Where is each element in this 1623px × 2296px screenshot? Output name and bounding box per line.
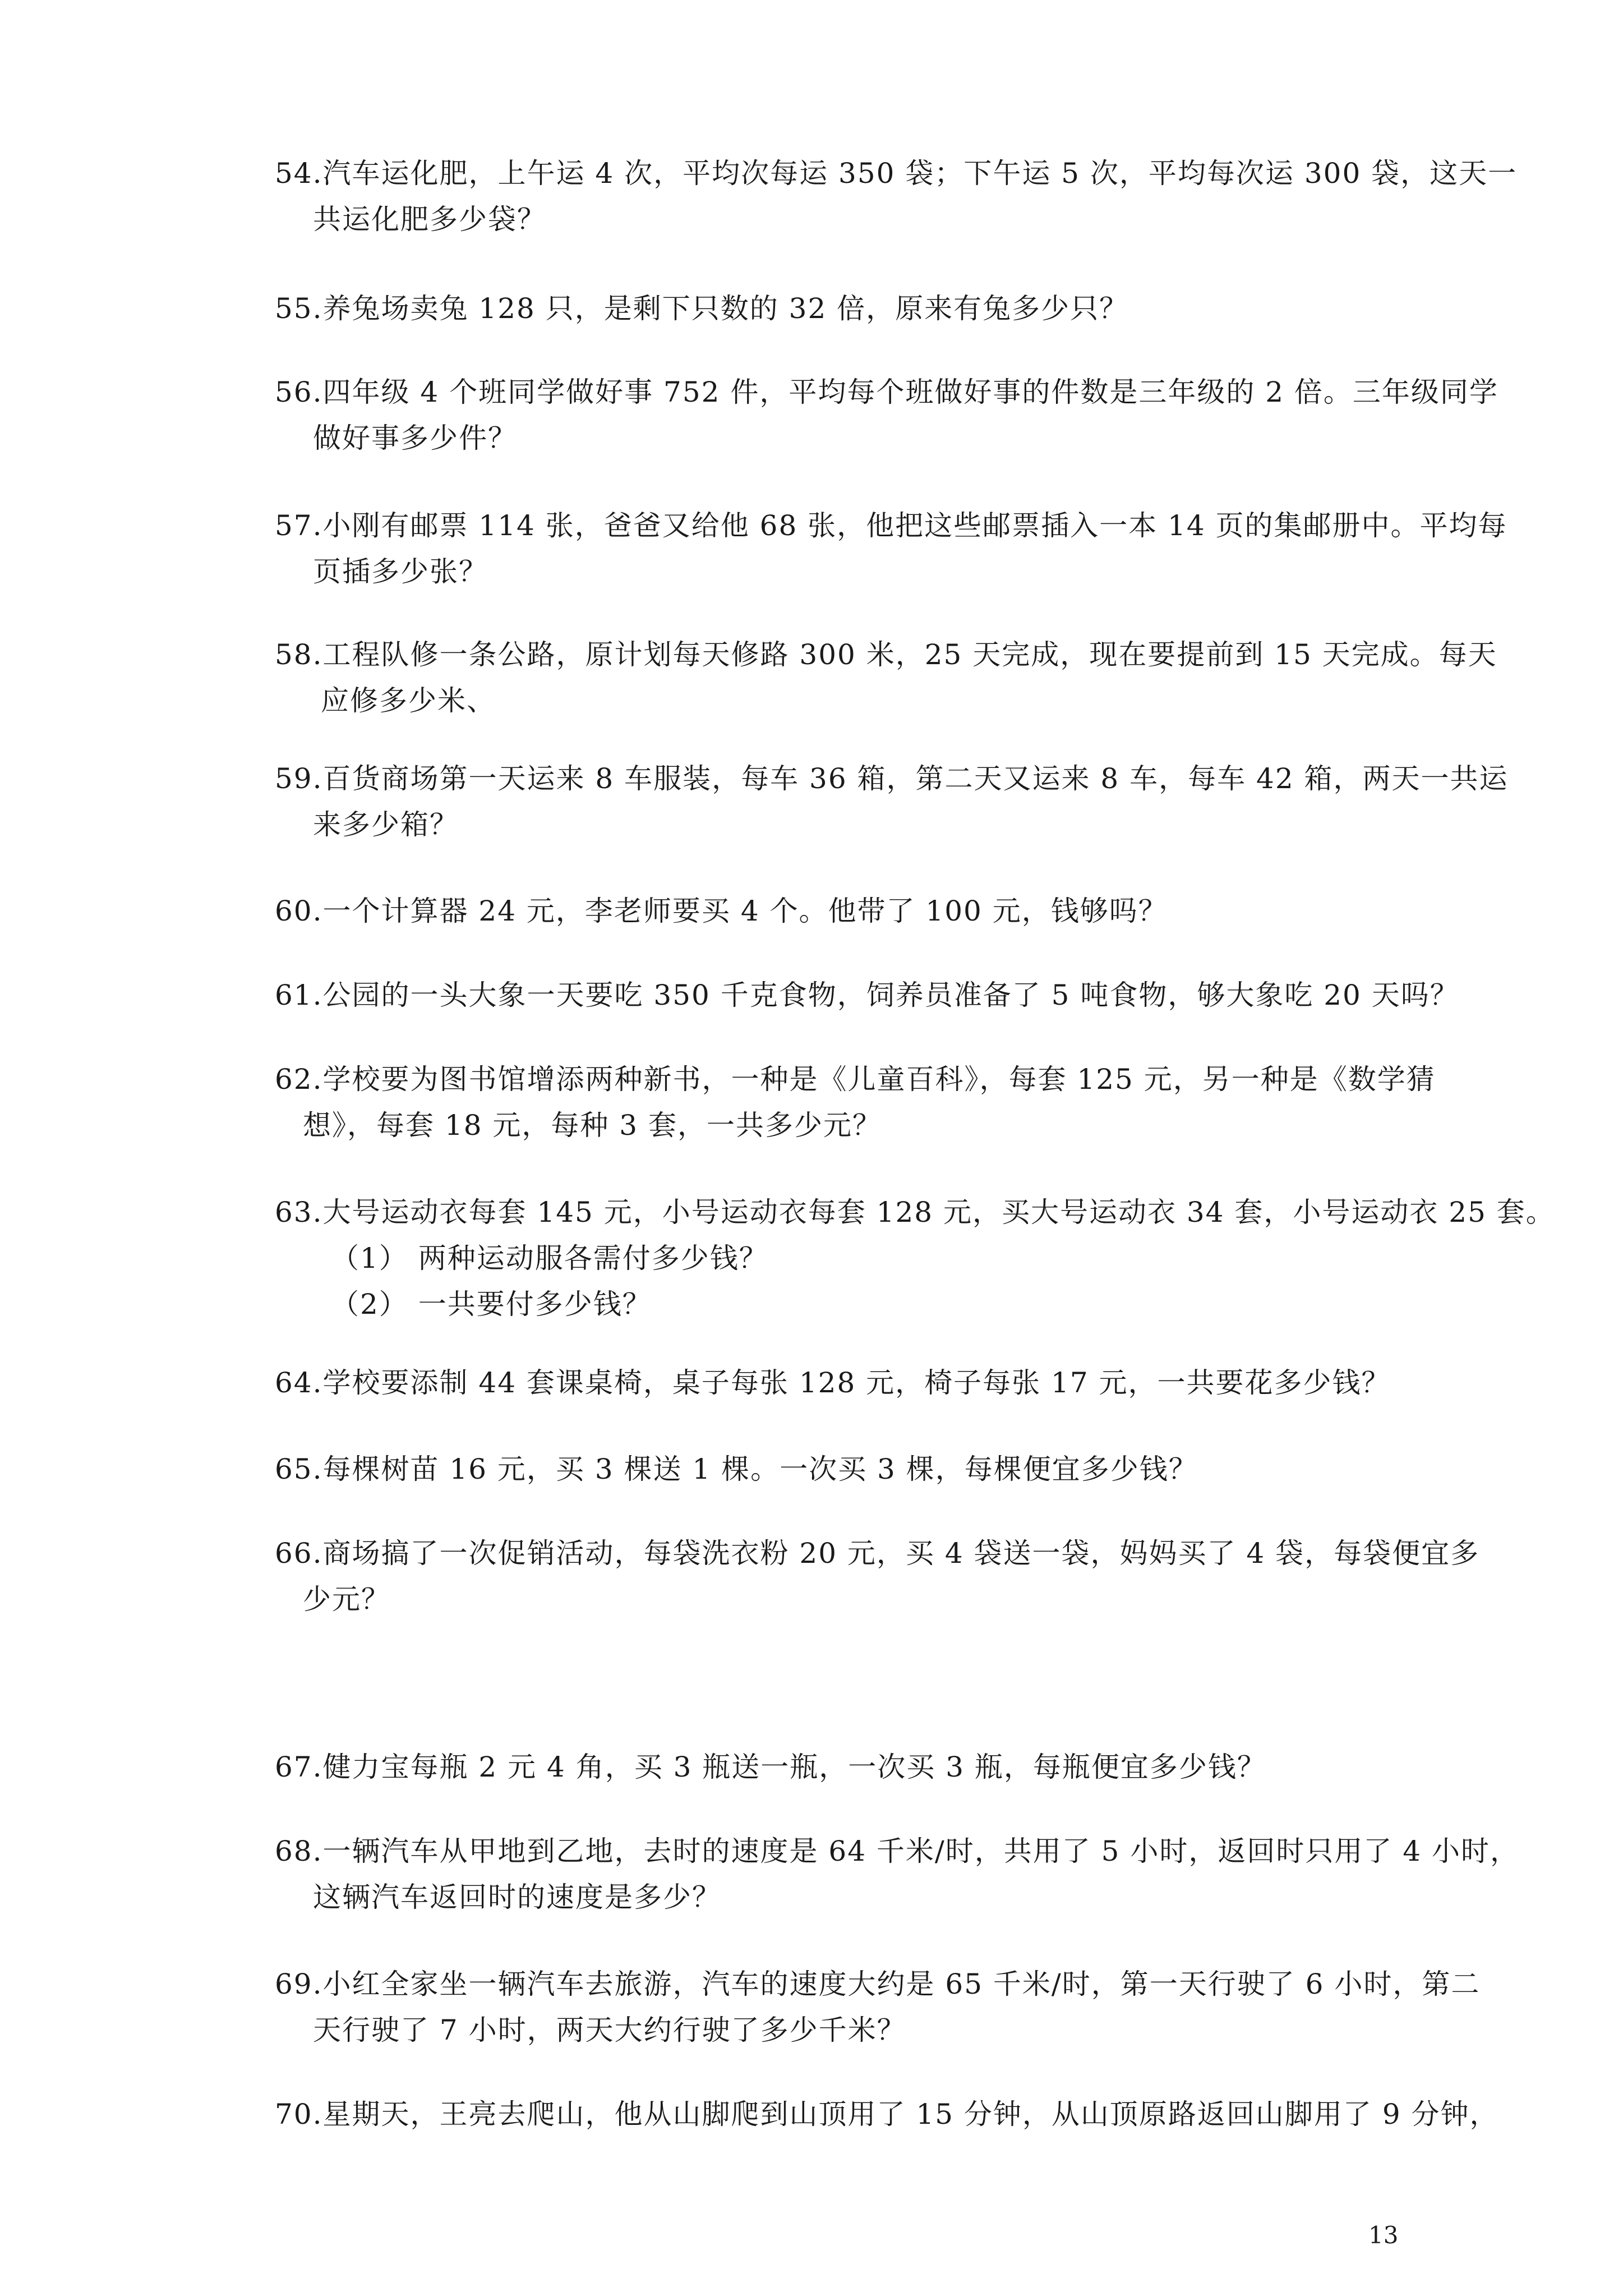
- question-56: [275, 369, 1498, 461]
- question-66: [275, 1530, 1480, 1622]
- question-57: [275, 503, 1507, 595]
- question-61: [275, 972, 1459, 1018]
- question-59: [275, 756, 1509, 848]
- question-line: 来多少箱？: [313, 808, 459, 841]
- question-65: [275, 1446, 1413, 1492]
- question-line: 62.学校要为图书馆增添两种新书，一种是《儿童百科》，每套 125 元，另一种是《数学猜: [275, 1063, 1436, 1096]
- question-55: [275, 286, 1413, 332]
- page-number: 13: [1368, 2221, 1399, 2249]
- question-line: 65.每棵树苗 16 元，买 3 棵送 1 棵。一次买 3 棵，每棵便宜多少钱？: [275, 1453, 1198, 1485]
- question-line: 64.学校要添制 44 套课桌椅，桌子每张 128 元，椅子每张 17 元，一共要花多少钱？: [275, 1366, 1391, 1399]
- question-line: 55.养兔场卖兔 128 只，是剩下只数的 32 倍，原来有兔多少只？: [275, 292, 1129, 325]
- question-line: 63.大号运动衣每套 145 元，小号运动衣每套 128 元，买大号运动衣 34 套，小号运动衣 25 套。: [275, 1196, 1555, 1228]
- question-subitem: （1） 两种运动服各需付多少钱？: [331, 1242, 768, 1274]
- question-line: 做好事多少件？: [313, 422, 517, 454]
- question-line: 70.星期天，王亮去爬山，他从山脚爬到山顶用了 15 分钟，从山顶原路返回山脚用了 9 分钟，: [275, 2098, 1499, 2131]
- question-58: [275, 632, 1497, 724]
- question-70: [275, 2091, 1499, 2137]
- question-69: [275, 1961, 1481, 2053]
- question-line: 页插多少张？: [313, 555, 488, 588]
- question-line: 共运化肥多少袋？: [313, 203, 546, 236]
- question-63: [275, 1189, 1555, 1327]
- question-line: 56.四年级 4 个班同学做好事 752 件，平均每个班做好事的件数是三年级的 2 倍。三年级同学: [275, 376, 1498, 408]
- question-line: 66.商场搞了一次促销活动，每袋洗衣粉 20 元，买 4 袋送一袋，妈妈买了 4 袋，每袋便宜多: [275, 1537, 1480, 1570]
- question-line: 应修多少米、: [321, 684, 496, 717]
- question-68: [275, 1828, 1519, 1920]
- question-line: 这辆汽车返回时的速度是多少？: [313, 1881, 721, 1913]
- question-line: 59.百货商场第一天运来 8 车服装，每车 36 箱，第二天又运来 8 车，每车 42 箱，两天一共运: [275, 762, 1509, 795]
- question-line: 61.公园的一头大象一天要吃 350 千克食物，饲养员准备了 5 吨食物，够大象吃 20 天吗？: [275, 979, 1459, 1011]
- question-60: [275, 888, 1413, 934]
- question-line: 60.一个计算器 24 元，李老师要买 4 个。他带了 100 元，钱够吗？: [275, 895, 1168, 927]
- question-subitem: （2） 一共要付多少钱？: [331, 1288, 652, 1320]
- question-line: 58.工程队修一条公路，原计划每天修路 300 米，25 天完成，现在要提前到 15 天完成。每天: [275, 638, 1497, 671]
- question-line: 69.小红全家坐一辆汽车去旅游，汽车的速度大约是 65 千米/时，第一天行驶了 6 小时，第二: [275, 1968, 1481, 2000]
- question-line: 少元？: [303, 1583, 390, 1616]
- question-54: [275, 150, 1518, 242]
- question-line: 68.一辆汽车从甲地到乙地，去时的速度是 64 千米/时，共用了 5 小时，返回时只用了 4 小时，: [275, 1835, 1519, 1867]
- question-line: 想》，每套 18 元，每种 3 套，一共多少元？: [303, 1109, 882, 1142]
- question-line: 57.小刚有邮票 114 张，爸爸又给他 68 张，他把这些邮票插入一本 14 页的集邮册中。平均每: [275, 509, 1507, 542]
- question-67: [275, 1744, 1413, 1790]
- question-64: [275, 1360, 1413, 1406]
- question-line: 67.健力宝每瓶 2 元 4 角，买 3 瓶送一瓶，一次买 3 瓶，每瓶便宜多少钱？: [275, 1751, 1266, 1783]
- question-line: 天行驶了 7 小时，两天大约行驶了多少千米？: [313, 2014, 906, 2046]
- question-62: [275, 1056, 1436, 1148]
- question-line: 54.汽车运化肥，上午运 4 次，平均次每运 350 袋；下午运 5 次，平均每次运 300 袋，这天一: [275, 157, 1518, 190]
